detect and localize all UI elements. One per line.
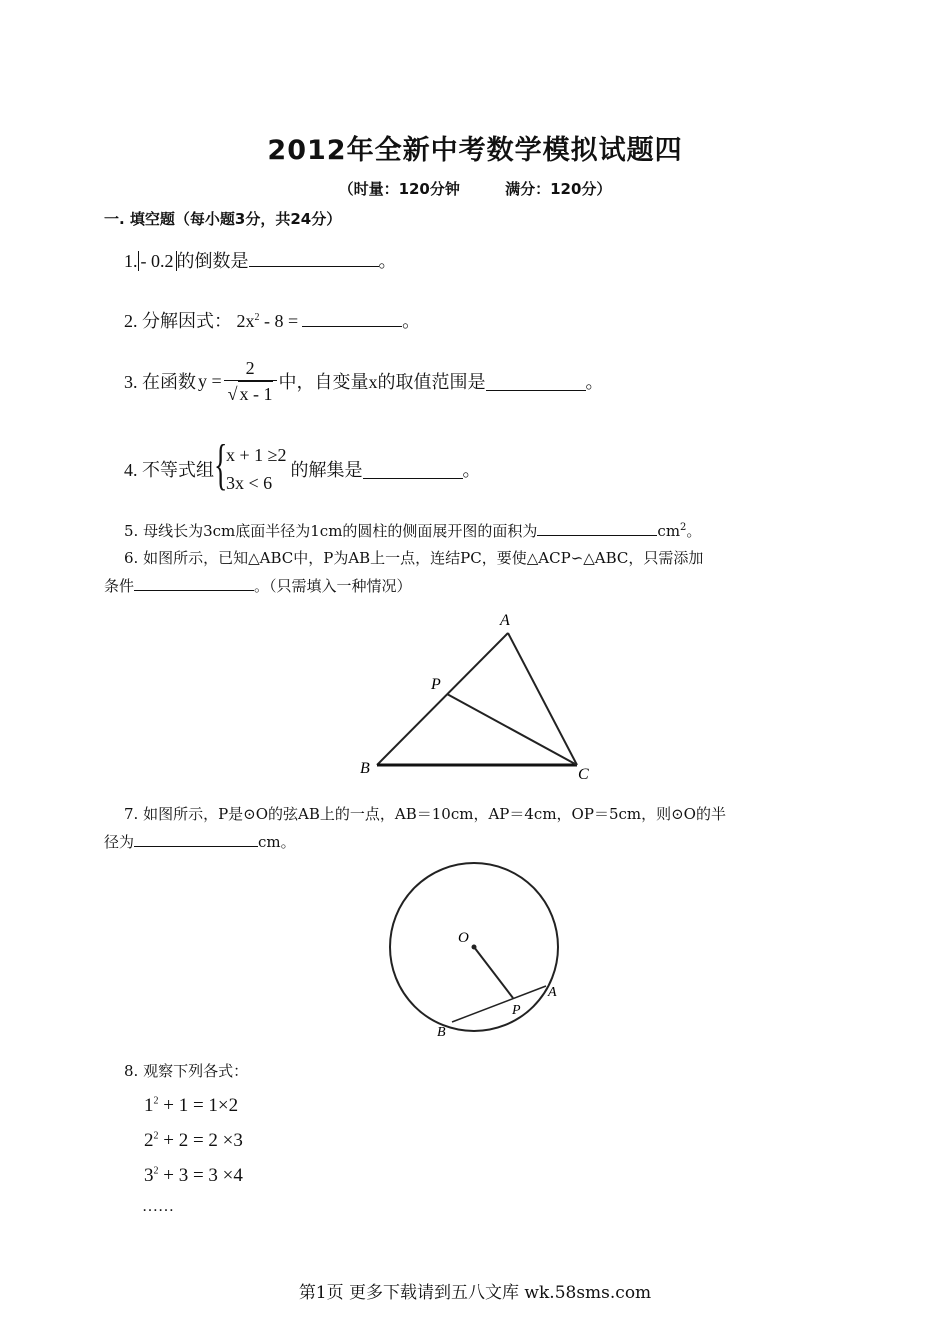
q3-answer-blank[interactable] [486, 389, 586, 391]
q5-text: 5. 母线长为3cm底面半径为1cm的圆柱的侧面展开图的面积为 [124, 522, 538, 540]
eq2-rest: + 2 = 2 ×3 [163, 1130, 243, 1151]
ellipsis: …… [142, 1198, 174, 1215]
q2-end: 。 [402, 311, 421, 331]
q3-numerator: 2 [224, 356, 277, 381]
question-4 [124, 434, 481, 497]
q1-text: 的倒数是 [176, 251, 249, 271]
q3-end: 。 [585, 372, 604, 392]
q1-answer-blank[interactable] [249, 265, 379, 267]
eq2-base: 2 [144, 1130, 154, 1151]
label-a: A [500, 612, 510, 629]
side-ab [377, 633, 508, 765]
q3-prefix: 3. 在函数 [124, 372, 196, 392]
label-b: B [437, 1025, 446, 1040]
q1-number: 1. [124, 251, 138, 271]
exam-time: （时量：120分钟 [338, 180, 460, 198]
q4-inequality-system [214, 434, 287, 497]
equation-3 [144, 1165, 243, 1187]
exam-score: 满分：120分） [505, 180, 612, 198]
triangle-figure [350, 605, 610, 785]
label-b: B [360, 760, 370, 777]
q2-expr-exp: 2 [254, 312, 260, 323]
eq1-exp: 2 [153, 1095, 159, 1107]
question-8: 8. 观察下列各式： [124, 1062, 249, 1080]
question-6-line-2 [104, 575, 412, 596]
page-title: 2012年全新中考数学模拟试题四 [267, 135, 683, 166]
q4-inequality-1: x + 1 ≥2 [226, 445, 287, 465]
q2-expr-rest: - 8 = [264, 311, 299, 331]
q3-text: 中，自变量x的取值范围是 [278, 372, 486, 392]
brace-icon: { [214, 434, 228, 496]
q3-fraction [224, 356, 277, 406]
chord-ab [452, 986, 546, 1022]
equation-2 [144, 1130, 243, 1152]
label-c: C [578, 766, 589, 783]
q4-prefix: 4. 不等式组 [124, 460, 214, 480]
q5-end: 。 [686, 522, 702, 540]
eq3-base: 3 [144, 1165, 154, 1186]
q6-prefix: 条件 [104, 577, 135, 595]
q4-inequality-2: 3x < 6 [226, 473, 273, 493]
q5-unit: cm [657, 522, 681, 540]
q6-answer-blank[interactable] [134, 589, 254, 591]
segment-op [474, 947, 513, 998]
section-heading: 一. 填空题（每小题3分，共24分） [104, 210, 342, 228]
eq3-exp: 2 [153, 1165, 159, 1177]
q7-prefix: 径为 [104, 833, 135, 851]
label-p: P [431, 676, 441, 693]
question-2 [124, 307, 420, 333]
label-o: O [458, 930, 469, 946]
q4-answer-blank[interactable] [363, 477, 463, 479]
q2-answer-blank[interactable] [302, 325, 402, 327]
eq1-base: 1 [144, 1095, 154, 1116]
q7-suffix: cm。 [258, 833, 296, 851]
q4-end: 。 [462, 460, 481, 480]
question-5 [124, 520, 701, 541]
q3-denominator: √ x - 1 [224, 381, 277, 406]
q7-answer-blank[interactable] [134, 845, 258, 847]
center-point [472, 945, 477, 950]
eq3-rest: + 3 = 3 ×4 [163, 1165, 243, 1186]
question-7-line-2 [104, 831, 296, 852]
q3-lhs: y = [198, 370, 222, 391]
equation-1 [144, 1095, 238, 1117]
question-7-line-1: 7. 如图所示，P是⊙O的弦AB上的一点，AB＝10cm，AP＝4cm，OP＝5cm，则⊙O的半 [124, 805, 726, 823]
q6-suffix: 。（只需填入一种情况） [254, 577, 412, 595]
q2-prefix: 2. 分解因式： [124, 311, 232, 331]
eq2-exp: 2 [153, 1130, 159, 1142]
q5-unit-exp: 2 [680, 522, 687, 533]
q4-text: 的解集是 [290, 460, 363, 480]
exam-info [0, 178, 950, 199]
circle-figure [380, 860, 580, 1045]
label-p: P [512, 1003, 521, 1018]
question-1 [124, 247, 397, 273]
label-a: A [548, 985, 557, 1000]
q1-end: 。 [378, 251, 397, 271]
q3-radicand: x - 1 [238, 381, 273, 406]
question-3 [124, 356, 604, 406]
eq1-rest: + 1 = 1×2 [163, 1095, 239, 1116]
question-6-line-1: 6. 如图所示，已知△ABC中，P为AB上一点，连结PC，要使△ACP∽△ABC，只需添加 [124, 549, 704, 567]
page-footer: 第1页 更多下载请到五八文库 wk.58sms.com [298, 1283, 652, 1303]
q5-answer-blank[interactable] [537, 534, 657, 536]
q1-abs-expression: - 0.2 [138, 251, 177, 271]
q2-expr-base: 2x [236, 311, 255, 331]
